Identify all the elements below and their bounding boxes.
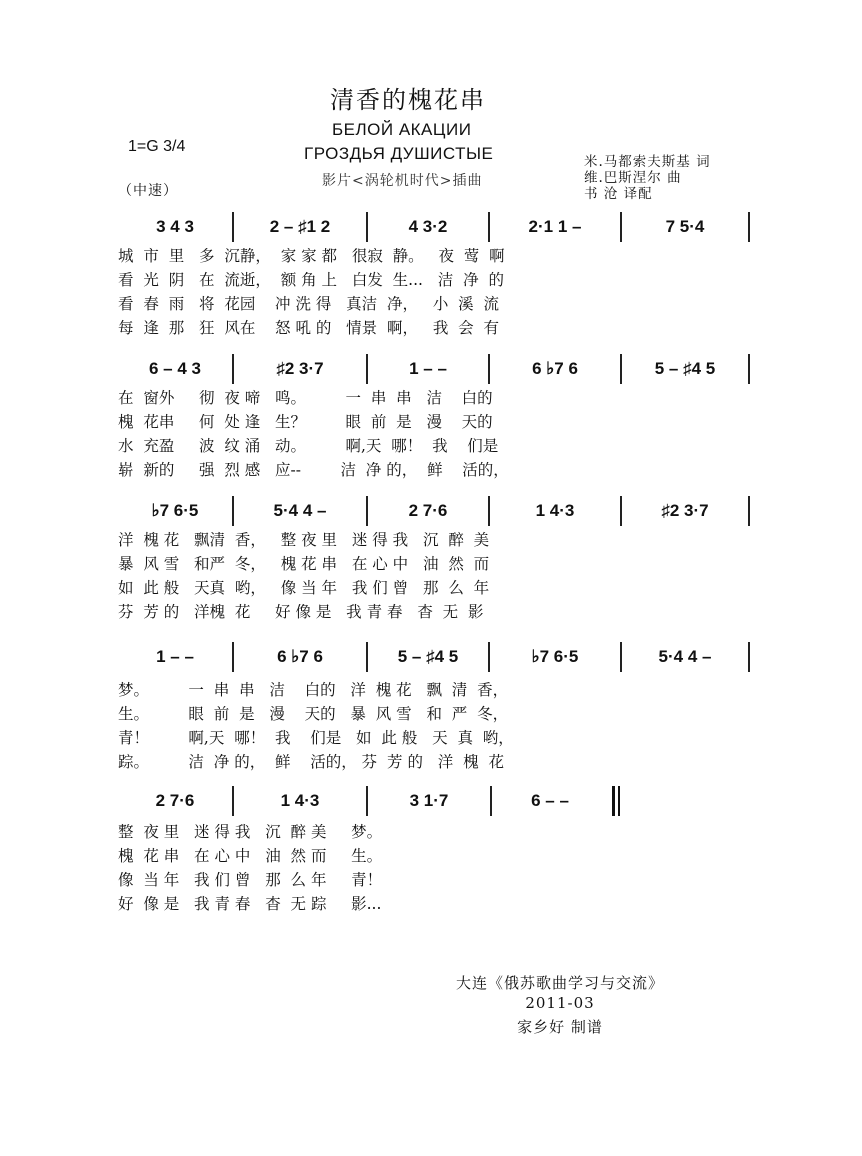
measure: 3 1·7 bbox=[409, 791, 449, 810]
measure: 1 4·3 bbox=[280, 791, 320, 810]
russian-title-line-1: БЕЛОЙ АКАЦИИ bbox=[332, 120, 472, 139]
measure: 4 3·2 bbox=[408, 217, 448, 236]
measure: 1 – – bbox=[409, 359, 447, 378]
barline bbox=[748, 212, 750, 242]
lyric-verse-1: 在 窗外 彻 夜 啼 鸣。 一 串 串 洁 白的 bbox=[118, 389, 493, 407]
measure: 3 4 3 bbox=[156, 217, 194, 236]
notes-row bbox=[118, 784, 750, 818]
lyric-verse-1: 梦。 一 串 串 洁 白的 洋 槐 花 飘 清 香， bbox=[118, 681, 509, 699]
measure: 6 ♭7 6 bbox=[277, 647, 323, 666]
credit-composer: 维.巴斯涅尔 曲 bbox=[584, 170, 682, 186]
measure: 1 4·3 bbox=[535, 501, 575, 520]
notes-row bbox=[118, 640, 750, 674]
russian-title-line-2: ГРОЗДЬЯ ДУШИСТЫЕ bbox=[304, 144, 494, 163]
lyric-verse-4: 好 像 是 我 青 春 杳 无 踪 影... bbox=[118, 895, 382, 913]
measure: ♭7 6·5 bbox=[151, 501, 199, 520]
measure: 5·4 4 – bbox=[658, 647, 712, 666]
song-title: 清香的槐花串 bbox=[330, 86, 486, 114]
barline bbox=[748, 354, 750, 384]
lyric-verse-3: 看 春 雨 将 花园 冲 洗 得 真洁 净， 小 溪 流 bbox=[118, 295, 500, 313]
measure: 5·4 4 – bbox=[273, 501, 327, 520]
measure: 1 – – bbox=[156, 647, 194, 666]
lyric-verse-3: 水 充盈 波 纹 涌 动。 啊,天 哪！ 我 们是 bbox=[118, 437, 499, 455]
measure: 5 – ♯4 5 bbox=[654, 359, 716, 378]
notes-row bbox=[118, 352, 750, 386]
footer-date: 2011-03 bbox=[525, 994, 595, 1012]
credit-translator: 书 沧 译配 bbox=[584, 186, 653, 202]
barline bbox=[748, 642, 750, 672]
lyric-verse-2: 槐 花 串 在 心 中 油 然 而 生。 bbox=[118, 847, 383, 865]
notes-row bbox=[118, 210, 750, 244]
measure: 6 – 4 3 bbox=[149, 359, 201, 378]
lyric-verse-3: 如 此 般 天真 哟， 像 当 年 我 们 曾 那 么 年 bbox=[118, 579, 490, 597]
measure: 2·1 1 – bbox=[528, 217, 582, 236]
lyric-verse-4: 踪。 洁 净 的， 鲜 活的， 芬 芳 的 洋 槐 花 bbox=[118, 753, 504, 771]
barline bbox=[748, 496, 750, 526]
lyric-verse-1: 整 夜 里 迷 得 我 沉 醉 美 梦。 bbox=[118, 823, 383, 841]
lyric-verse-1: 洋 槐 花 飘清 香， 整 夜 里 迷 得 我 沉 醉 美 bbox=[118, 531, 490, 549]
measure: 6 ♭7 6 bbox=[532, 359, 578, 378]
measure: 7 5·4 bbox=[665, 217, 705, 236]
measure: ♭7 6·5 bbox=[531, 647, 579, 666]
subtitle: 影片<涡轮机时代>插曲 bbox=[322, 173, 483, 189]
lyric-verse-3: 像 当 年 我 们 曾 那 么 年 青！ bbox=[118, 871, 383, 889]
notes-row bbox=[118, 494, 750, 528]
final-barline-thin bbox=[618, 786, 620, 816]
measure: 2 – ♯1 2 bbox=[269, 217, 331, 236]
lyric-verse-4: 每 逢 那 狂 风在 怒 吼 的 情景 啊， 我 会 有 bbox=[118, 319, 500, 337]
footer-source: 大连《俄苏歌曲学习与交流》 bbox=[455, 974, 664, 992]
lyric-verse-2: 暴 风 雪 和严 冬， 槐 花 串 在 心 中 油 然 而 bbox=[118, 555, 490, 573]
lyric-verse-2: 槐 花串 何 处 逢 生？ 眼 前 是 漫 天的 bbox=[118, 413, 493, 431]
measure: ♯2 3·7 bbox=[661, 501, 709, 520]
measure: 2 7·6 bbox=[408, 501, 448, 520]
measure: 2 7·6 bbox=[155, 791, 195, 810]
lyric-verse-1: 城 市 里 多 沉静， 家 家 都 很寂 静。 夜 莺 啊 bbox=[118, 247, 505, 265]
lyric-verse-3: 青！ 啊,天 哪！ 我 们是 如 此 般 天 真 哟， bbox=[118, 729, 514, 747]
key-signature: 1=G 3/4 bbox=[128, 138, 186, 155]
lyric-verse-4: 崭 新的 强 烈 感 应-- 洁 净 的， 鲜 活的， bbox=[118, 461, 509, 479]
lyric-verse-2: 看 光 阴 在 流逝， 额 角 上 白发 生... 洁 净 的 bbox=[118, 271, 504, 289]
lyric-verse-2: 生。 眼 前 是 漫 天的 暴 风 雪 和 严 冬， bbox=[118, 705, 509, 723]
measure: ♯2 3·7 bbox=[276, 359, 324, 378]
footer-engraver: 家乡好 制谱 bbox=[517, 1018, 603, 1036]
credit-lyricist: 米.马都索夫斯基 词 bbox=[584, 154, 711, 170]
measure: 6 – – bbox=[531, 791, 569, 810]
measure: 5 – ♯4 5 bbox=[397, 647, 459, 666]
lyric-verse-4: 芬 芳 的 洋槐 花 好 像 是 我 青 春 杳 无 影 bbox=[118, 603, 484, 621]
final-barline bbox=[612, 786, 615, 816]
tempo-marking: （中速） bbox=[118, 183, 178, 199]
